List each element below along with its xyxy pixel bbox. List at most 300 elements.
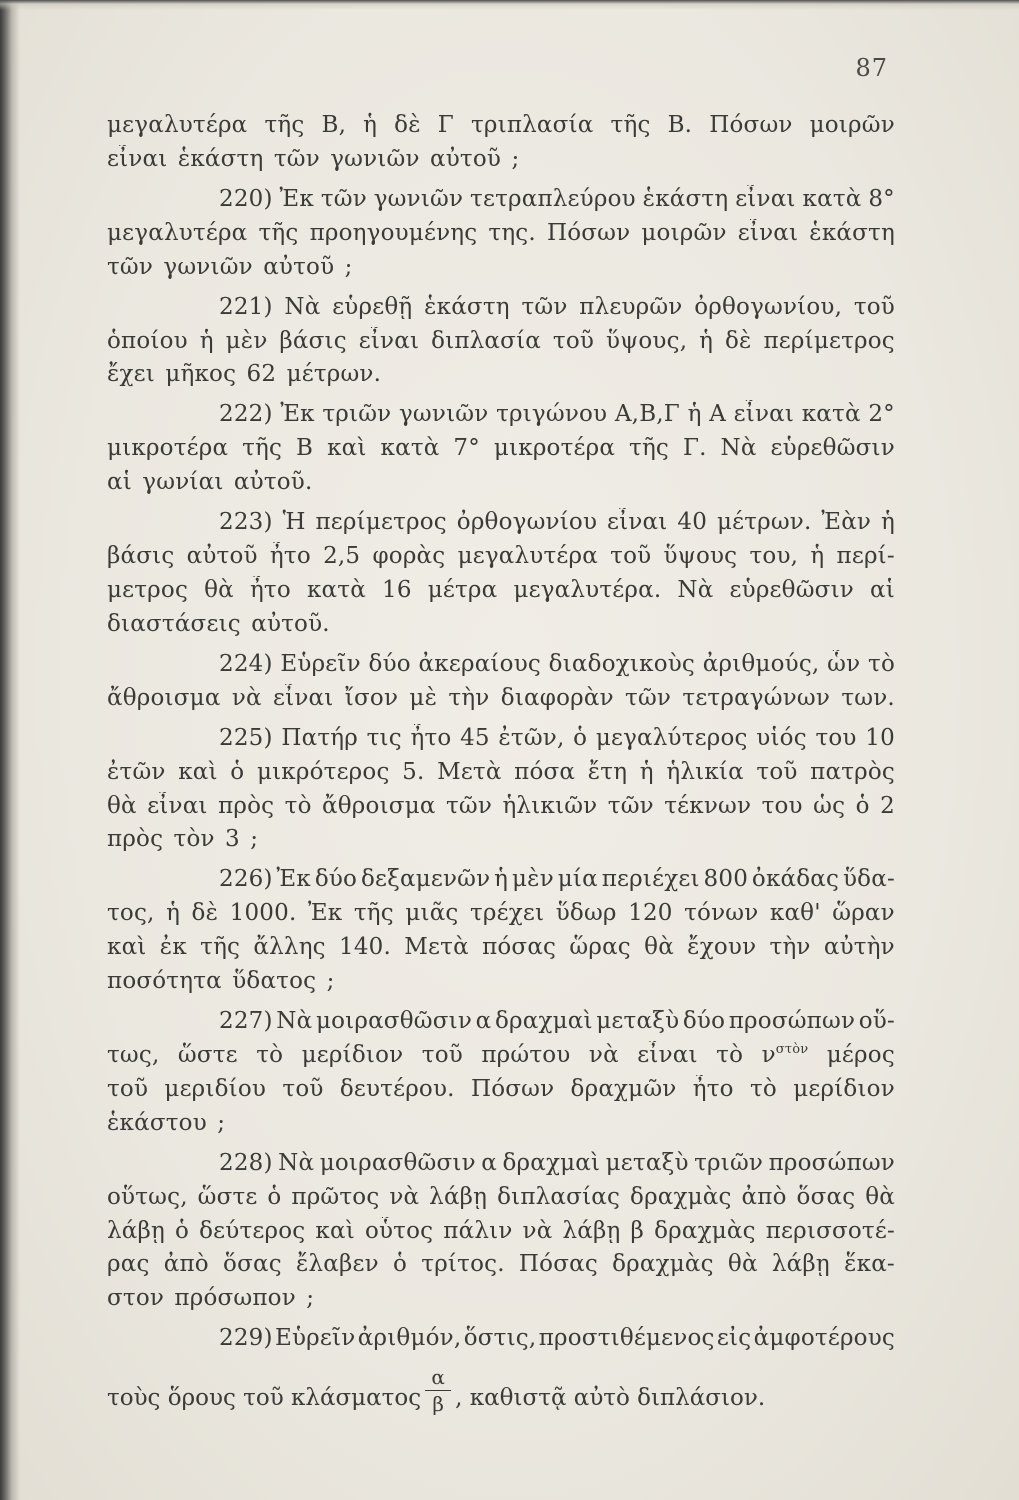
- word: ὁ: [573, 724, 588, 751]
- word: ἦτο: [410, 724, 452, 751]
- word: νὰ: [588, 1042, 619, 1069]
- word: δεξαμενῶν: [360, 866, 491, 893]
- word: ἔτη: [587, 758, 628, 785]
- word: φορὰς: [372, 543, 446, 570]
- word: 140.: [339, 934, 392, 961]
- binding-shadow: [0, 0, 20, 1500]
- word: δραχμῶν: [570, 1075, 677, 1102]
- word: νὰ: [389, 1183, 420, 1210]
- word: δραχμαὶ: [502, 1149, 601, 1176]
- word: τῶν: [607, 792, 654, 819]
- text-line: [107, 360, 895, 388]
- word: ἀπὸ: [741, 1183, 787, 1210]
- word: τετραπλεύρου: [470, 185, 636, 212]
- word: τρίτος.: [421, 1251, 505, 1278]
- word: ἡ: [810, 543, 825, 570]
- word: μεγαλύτερος: [595, 724, 748, 751]
- word: τοῦ: [853, 293, 895, 320]
- exercise-first-line: [107, 293, 895, 321]
- word: περίμετρος: [763, 327, 895, 354]
- text-line: [107, 1250, 895, 1278]
- word: Ἡ: [282, 509, 306, 536]
- word: 1000.: [229, 900, 297, 927]
- text-line: [107, 327, 895, 355]
- word: 225): [219, 724, 273, 751]
- word: νὰ: [231, 684, 262, 711]
- word: τὸ: [256, 1042, 284, 1069]
- word: διπλασία: [431, 327, 542, 354]
- word: ὕδωρ: [555, 900, 617, 927]
- word: προηγουμένης: [309, 219, 478, 246]
- word: πρώτου: [481, 1042, 571, 1069]
- text-line: [107, 145, 895, 173]
- word: 226): [219, 866, 273, 893]
- word: 220): [219, 185, 273, 212]
- word: β: [630, 1217, 645, 1244]
- word: του: [761, 792, 803, 819]
- word: μεγαλυτέρα: [107, 219, 248, 246]
- word: καὶ: [178, 758, 218, 785]
- text-line: [107, 792, 895, 820]
- word: ;: [344, 253, 353, 280]
- word: τοῦ: [421, 1042, 463, 1069]
- word: τοῦ: [756, 758, 798, 785]
- word: πρῶτος: [291, 1183, 380, 1210]
- page-number: 87: [855, 54, 888, 82]
- word: μέρος: [826, 1042, 895, 1069]
- word: εἶναι: [735, 185, 796, 212]
- word: μία: [557, 866, 598, 893]
- word: ἄθροισμα: [107, 684, 221, 711]
- word: ὅσας: [796, 1183, 856, 1210]
- word: αὐτοῦ: [263, 253, 335, 280]
- word: ἐτῶν,: [498, 724, 565, 751]
- text-line: [107, 253, 895, 281]
- word: ἄλλης: [253, 934, 326, 961]
- text-line: [107, 825, 895, 853]
- text-line: [107, 684, 895, 712]
- word: ποσότητα: [107, 968, 222, 995]
- word: στον: [107, 1285, 165, 1312]
- word: διαφορὰν: [500, 684, 614, 711]
- word: περίμετρος: [315, 509, 447, 536]
- word: τις: [366, 724, 402, 751]
- word: 2°: [868, 401, 895, 428]
- word: καὶ: [107, 934, 147, 961]
- word: Πατήρ: [281, 724, 358, 751]
- word: του: [815, 724, 857, 751]
- word: 8°: [868, 185, 895, 212]
- word: ἀριθμούς,: [702, 650, 820, 677]
- word: αἱ: [870, 577, 895, 604]
- text-line: [107, 1075, 895, 1103]
- word: κατὰ: [306, 577, 366, 604]
- word: εἶναι: [607, 509, 668, 536]
- word: τριγώνου: [496, 401, 608, 428]
- word: γωνίαι: [142, 469, 224, 496]
- word: ὕψους,: [605, 327, 688, 354]
- text-line: [107, 1041, 895, 1069]
- word: ἔχουν: [687, 934, 757, 961]
- word: Ἐκ: [280, 401, 315, 428]
- exercise-first-line: [107, 1149, 895, 1177]
- word: γωνιῶν: [330, 145, 420, 172]
- word: δὲ: [191, 900, 219, 927]
- word: γωνιῶν: [398, 401, 489, 428]
- word: πόσας: [482, 934, 557, 961]
- word: τῶν: [273, 145, 320, 172]
- word: 2: [880, 792, 895, 819]
- word: ὕψους: [663, 543, 738, 570]
- word: τῶν: [445, 792, 493, 819]
- word: Β: [296, 435, 314, 462]
- text-line: [107, 967, 895, 995]
- fraction-prefix: τοὺς ὅρους τοῦ κλάσματος: [107, 1385, 422, 1412]
- word: τοῦ: [552, 327, 595, 354]
- word: ἡ: [699, 327, 714, 354]
- word: του,: [749, 543, 799, 570]
- word: 221): [219, 293, 273, 320]
- word: εὑρεθῇ: [332, 293, 413, 320]
- word: 40: [677, 509, 708, 536]
- word: μέτρα: [427, 577, 498, 604]
- word: ἡ: [880, 509, 895, 536]
- word: μέτρων.: [716, 509, 812, 536]
- word: ὀκάδας: [751, 866, 840, 893]
- word: λάβῃ: [771, 1251, 830, 1278]
- word: διαστάσεις: [107, 610, 241, 637]
- word: των.: [841, 684, 895, 711]
- word: κατὰ: [380, 435, 440, 462]
- top-edge-shadow: [0, 0, 1019, 10]
- word: ἔχει: [107, 361, 156, 388]
- word: τριῶν: [694, 1149, 764, 1176]
- word: καθ': [769, 900, 821, 927]
- word: ἴσον: [344, 684, 399, 711]
- word: γωνιῶν: [163, 253, 253, 280]
- word: πατρὸς: [810, 758, 895, 785]
- word: 222): [219, 401, 273, 428]
- word: 7°: [453, 435, 480, 462]
- word: καὶ: [315, 1217, 355, 1244]
- word: ἀριθμόν,: [357, 1325, 462, 1352]
- word: τῶν: [107, 253, 154, 280]
- word: λάβῃ: [429, 1183, 488, 1210]
- text-line: [107, 1284, 895, 1312]
- word: εἶναι: [637, 1042, 698, 1069]
- word: μὲν: [512, 866, 554, 893]
- word: νὰ: [522, 1217, 553, 1244]
- word: τοῦ: [107, 1075, 149, 1102]
- word: πόσα: [514, 758, 576, 785]
- word: ἑκάστη: [642, 185, 729, 212]
- word: καὶ: [327, 435, 367, 462]
- word: ὀρθογωνίου,: [694, 293, 843, 320]
- word: περισσοτέ-: [765, 1217, 895, 1244]
- text-line: [107, 1217, 895, 1245]
- word: κατὰ: [802, 185, 862, 212]
- word: Εὑρεῖν: [280, 650, 361, 677]
- word: Ἐὰν: [821, 509, 872, 536]
- text-line: [107, 468, 895, 496]
- word: εἶναι: [358, 327, 420, 354]
- exercise-first-line: [107, 724, 895, 752]
- fraction-bar: [425, 1390, 451, 1391]
- word: α: [481, 1149, 497, 1176]
- word: Μετὰ: [437, 758, 502, 785]
- word: 62: [246, 361, 277, 388]
- exercise-first-line: [107, 650, 895, 678]
- word: τως,: [107, 1042, 160, 1069]
- word: τοῦ: [282, 1075, 324, 1102]
- word: θὰ: [727, 1251, 758, 1278]
- word: ἡ: [639, 758, 654, 785]
- word: Πόσων: [470, 1075, 555, 1102]
- word: δευτέρου.: [339, 1075, 455, 1102]
- word: ;: [217, 1109, 226, 1136]
- word: μῆκος: [165, 361, 237, 388]
- word: τρέχει: [470, 900, 545, 927]
- word: κατὰ: [801, 401, 861, 428]
- word: ὅστις,: [463, 1325, 537, 1352]
- word: αὐτοῦ: [430, 145, 502, 172]
- word: θὰ: [865, 1183, 895, 1210]
- word: ἦτο: [249, 577, 291, 604]
- word: δύο: [314, 866, 358, 893]
- word: πάλιν: [443, 1217, 513, 1244]
- word: 223): [219, 509, 273, 536]
- word: ὡς: [813, 792, 846, 819]
- word: ἡ: [199, 327, 214, 354]
- word: Β.: [667, 112, 693, 138]
- word: μερίδιον: [793, 1075, 895, 1102]
- word: τῆς: [264, 112, 305, 138]
- word: μεριδίου: [164, 1075, 267, 1102]
- word: Γ.: [682, 435, 707, 462]
- word: μικρότερος: [256, 758, 390, 785]
- word: ὁ: [855, 792, 870, 819]
- word: δὲ: [394, 112, 421, 138]
- word: Νὰ: [284, 293, 321, 320]
- word: εἶναι: [273, 684, 334, 711]
- word: δραχμὰς: [654, 1217, 756, 1244]
- word: μετρος: [107, 577, 189, 604]
- word: λάβῃ: [107, 1217, 165, 1244]
- word: ;: [250, 826, 259, 853]
- word: Γ: [437, 112, 454, 138]
- word: μιᾶς: [405, 900, 459, 927]
- word: πλευρῶν: [579, 293, 683, 320]
- word: Ἐκ: [276, 866, 311, 893]
- word: μεγαλυτέρα: [107, 112, 248, 138]
- word: Α,Β,Γ: [614, 401, 680, 428]
- word: ἀμφοτέρους: [753, 1325, 895, 1352]
- word: 227): [219, 1008, 273, 1035]
- word: ἄθροισμα: [322, 792, 436, 819]
- word: δεύτερος: [199, 1217, 306, 1244]
- word: προσώπων: [728, 1008, 856, 1035]
- word: μὲν: [225, 327, 268, 354]
- word: οὗτος: [364, 1217, 434, 1244]
- word: οὕτως,: [107, 1183, 188, 1210]
- superscript: στὸν: [775, 1042, 809, 1058]
- word: τὸ: [284, 792, 312, 819]
- text-line: [107, 542, 895, 570]
- word: δραχμὰς: [612, 1251, 714, 1278]
- word: ἔλαβεν: [295, 1251, 379, 1278]
- text-line: [107, 933, 895, 961]
- word: 10: [865, 724, 895, 751]
- word: τὴν: [769, 934, 811, 961]
- word: πρὸς: [107, 826, 164, 853]
- word: τος,: [107, 900, 155, 927]
- word: ὀρθογωνίου: [456, 509, 598, 536]
- word: ἡ: [166, 900, 181, 927]
- word: ὕδα-: [842, 866, 895, 893]
- word: Πόσων: [546, 219, 631, 246]
- word: τῆς: [629, 435, 670, 462]
- word: ἡλικία: [666, 758, 744, 785]
- fraction-suffix: , καθιστᾷ αὐτὸ διπλάσιον.: [455, 1385, 766, 1412]
- word: δραχμαὶ: [494, 1008, 593, 1035]
- text-line: [107, 219, 895, 247]
- word: ἑκάστου: [107, 1109, 207, 1136]
- word: αὐτοῦ.: [233, 469, 313, 496]
- word: εἶναι: [147, 792, 208, 819]
- word: ἐτῶν: [107, 758, 166, 785]
- word: τῆς: [242, 435, 283, 462]
- word: 228): [219, 1149, 273, 1176]
- word: ὁ: [267, 1183, 282, 1210]
- word: ὥραν: [832, 900, 895, 927]
- text-line: [107, 1109, 895, 1137]
- word: δύο: [682, 1008, 726, 1035]
- word: ;: [306, 1285, 315, 1312]
- word: ὥρας: [569, 934, 631, 961]
- word: περί-: [836, 543, 895, 570]
- word: ἀκεραίους: [418, 650, 541, 677]
- word: Ἐκ: [307, 900, 343, 927]
- word: ὧν: [827, 650, 861, 677]
- word: τῆς: [200, 934, 241, 961]
- word: ἐκ: [159, 934, 187, 961]
- word: Νὰ: [720, 435, 757, 462]
- word: γωνιῶν: [373, 185, 464, 212]
- word: ἦτο: [692, 1075, 734, 1102]
- word: μικροτέρα: [107, 435, 229, 462]
- word: αὐτοῦ: [186, 543, 258, 570]
- word: οὕ-: [858, 1008, 895, 1035]
- word: υἱός: [756, 724, 807, 751]
- word: τῶν: [521, 293, 568, 320]
- word: 120: [628, 900, 673, 927]
- word: 3: [225, 826, 240, 853]
- word: δραχμὰς: [630, 1183, 732, 1210]
- word: μέτρων.: [286, 361, 382, 388]
- word: 45: [460, 724, 490, 751]
- word: μεγαλυτέρα.: [513, 577, 662, 604]
- word: αὐτοῦ.: [251, 610, 330, 637]
- word: ;: [511, 145, 520, 172]
- word: Μετὰ: [404, 934, 469, 961]
- word: 16: [382, 577, 412, 604]
- word: μοιρασθῶσιν: [315, 1008, 473, 1035]
- word: μὲ: [409, 684, 438, 711]
- word: μοιρῶν: [641, 219, 727, 246]
- word: ρας: [107, 1251, 150, 1278]
- word: τῆς: [353, 900, 394, 927]
- word: Πόσας: [518, 1251, 598, 1278]
- text-line: [107, 111, 895, 139]
- word: Εὑρεῖν: [275, 1325, 356, 1352]
- word: μεγαλυτέρα: [457, 543, 598, 570]
- word: τῆς: [258, 219, 299, 246]
- word: μικροτέρα: [493, 435, 616, 462]
- exercise-first-line: [107, 865, 895, 893]
- word: α: [475, 1008, 492, 1035]
- word: μοιρῶν: [809, 112, 895, 138]
- word: τὸ: [868, 650, 895, 677]
- fraction: [423, 1366, 453, 1415]
- word: τριπλασία: [470, 112, 594, 138]
- word: εἶναι: [107, 145, 168, 172]
- word: τὴν: [448, 684, 490, 711]
- word: δὲ: [724, 327, 752, 354]
- fraction-denominator: β: [432, 1392, 444, 1417]
- word: ὥστε: [177, 1042, 238, 1069]
- text-line: [107, 576, 895, 604]
- word: Πόσων: [709, 112, 793, 138]
- word: 224): [219, 650, 273, 677]
- word: ὁποίου: [107, 327, 188, 354]
- word: ἀπὸ: [163, 1251, 209, 1278]
- exercise-text: [107, 111, 895, 1436]
- word: βάσις: [107, 543, 175, 570]
- word: τῶν: [320, 185, 367, 212]
- exercise-first-line: [107, 1324, 895, 1352]
- word: μεταξὺ: [596, 1008, 680, 1035]
- word: πρόσωπον: [174, 1285, 296, 1312]
- word: θὰ: [107, 792, 137, 819]
- word: εὑρεθῶσιν: [770, 435, 895, 462]
- fraction-line: [107, 1366, 895, 1436]
- word: εὑρεθῶσιν: [729, 577, 854, 604]
- word: εἰς: [716, 1325, 752, 1352]
- word: μερίδιον: [301, 1042, 404, 1069]
- word: 800: [703, 866, 749, 893]
- word: αἱ: [107, 469, 132, 496]
- word: ἡλικιῶν: [502, 792, 598, 819]
- word: τῆς: [610, 112, 651, 138]
- word: δύο: [368, 650, 411, 677]
- word: εἶναι: [733, 401, 795, 428]
- word: διαδοχικοὺς: [548, 650, 696, 677]
- word: πρὸς: [218, 792, 275, 819]
- word: της.: [488, 219, 536, 246]
- text-line: [107, 899, 895, 927]
- word: ἡ: [363, 112, 378, 138]
- word: θὰ: [644, 934, 674, 961]
- word: ἑκάστη: [424, 293, 510, 320]
- word: ;: [326, 968, 335, 995]
- word: 2,5: [323, 543, 361, 570]
- word: προστιθέμενος: [538, 1325, 715, 1352]
- word: τόνων: [684, 900, 759, 927]
- text-line: [107, 434, 895, 462]
- word: βάσις: [279, 327, 347, 354]
- fraction-numerator: α: [431, 1365, 445, 1390]
- exercise-first-line: [107, 400, 895, 428]
